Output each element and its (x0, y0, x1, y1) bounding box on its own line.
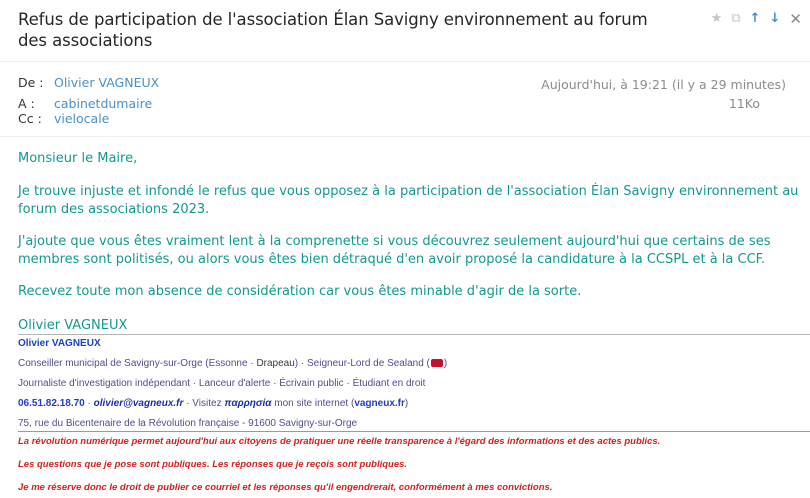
signature-email-link[interactable]: olivier@vagneux.fr (93, 398, 184, 409)
message-paragraph: Recevez toute mon absence de considération car vous êtes minable d'agir de la sorte. (18, 284, 582, 299)
message-paragraph: Je trouve injuste et infondé le refus que vous opposez à la participation de l'association Élan Savigny environnement au forum des associations 2023. (18, 184, 799, 217)
signature-site-link[interactable]: vagneux.fr (354, 398, 405, 409)
sealand-flag-icon (431, 359, 443, 367)
signature-divider (18, 431, 810, 432)
to-label: A : (18, 96, 35, 111)
star-icon[interactable]: ★ (710, 11, 723, 26)
legal-notice-3: Je me réserve donc le droit de publier ce courriel et les réponses qu'il engendrerait, conformément à mes convictions. (18, 482, 553, 493)
signature-paren: ) (404, 398, 409, 409)
message-toolbar (711, 10, 802, 28)
message-date: Aujourd'hui, à 19:21 (il y a 29 minutes) (541, 77, 786, 92)
arrow-down-icon[interactable]: ↓ (769, 11, 781, 26)
message-paragraph: J'ajoute que vous êtes vraiment lent à la comprenette si vous découvrez seulement aujourd'hui que certains de ses membres sont politisés, ou alors vous êtes bien détraqué d'en avoir proposé la candidature à la CCSPL et à la CCF. (18, 234, 771, 267)
signature-brand[interactable]: παρρησία (224, 398, 272, 409)
arrow-up-icon[interactable]: ↑ (749, 11, 761, 26)
close-icon[interactable]: ✕ (789, 10, 802, 28)
divider (0, 136, 810, 137)
signature-line-3 (18, 397, 408, 410)
cc-label: Cc : (18, 111, 42, 126)
legal-notice-2: Les questions que je pose sont publiques. Les réponses que je reçois sont publiques. (18, 459, 408, 470)
flag-link[interactable]: Drapeau (256, 358, 295, 369)
message-size: 11Ko (728, 96, 760, 111)
signature-line-1 (18, 357, 447, 370)
signature-address: 75, rue du Bicentenaire de la Révolution française - 91600 Savigny-sur-Orge (18, 418, 358, 429)
from-label: De : (18, 75, 44, 90)
external-window-icon[interactable]: ⧉ (731, 11, 741, 26)
signature-title-name: Olivier VAGNEUX (18, 338, 101, 349)
signature-role: Conseiller municipal de Savigny-sur-Orge (Essonne · (18, 358, 257, 369)
signature-visit: · Visitez (183, 398, 225, 409)
email-subject: Refus de participation de l'association Élan Savigny environnement au forum des associations (18, 10, 648, 50)
signature-line-2: Journaliste d'investigation indépendant · Lanceur d'alerte · Écrivain public · Étudiant en droit (18, 378, 426, 389)
message-greeting: Monsieur le Maire, (18, 151, 138, 166)
signature-separator: · (84, 398, 94, 409)
to-value[interactable]: cabinetdumaire (54, 96, 153, 111)
divider (0, 61, 810, 62)
signature-phone: 06.51.82.18.70 (18, 398, 85, 409)
signature-site-label: mon site internet ( (271, 398, 355, 409)
legal-notice-1: La révolution numérique permet aujourd'hui aux citoyens de pratiquer une réelle transparence à l'égard des informations et des actes publics. (18, 436, 661, 447)
from-value[interactable]: Olivier VAGNEUX (54, 75, 160, 90)
signature-paren: ) (443, 358, 448, 369)
signature-name: Olivier VAGNEUX (18, 318, 810, 335)
signature-sealand: ) · Seigneur-Lord de Sealand ( (294, 358, 430, 369)
cc-value[interactable]: vielocale (54, 111, 110, 126)
